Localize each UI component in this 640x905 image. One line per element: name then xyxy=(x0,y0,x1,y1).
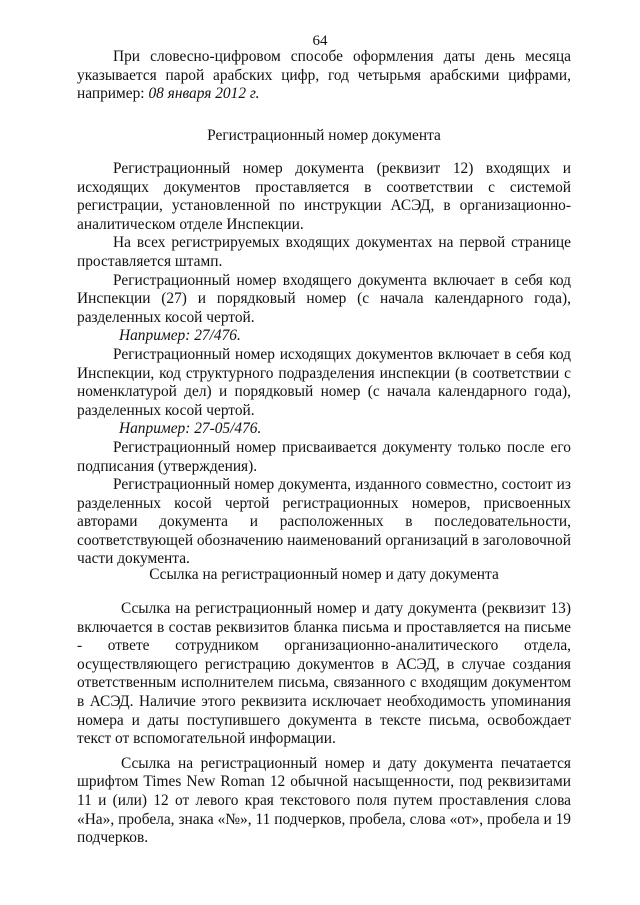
section1-p6: Регистрационный номер документа, изданного совместно, состоит из разделенных косой чертой регистрационных номеров, присвоенных авторами документа и расположенных в последовательности, соответствующей обозначению наименований организаций в заголовочной части документа. xyxy=(77,476,571,568)
intro-example: 08 января 2012 г. xyxy=(148,85,260,103)
section1-example2: Например: 27-05/476. xyxy=(119,420,262,438)
section1-p3: Регистрационный номер входящего документа включает в себя код Инспекции (27) и порядковый номер (с начала календарного года), разделенных косой чертой. xyxy=(77,271,571,326)
intro-block xyxy=(77,48,571,104)
section1-example1: Например: 27/476. xyxy=(119,327,241,345)
intro-paragraph xyxy=(77,48,571,104)
section2-p2: Ссылка на регистрационный номер и дату документа печатается шрифтом Times New Roman 12 обычной насыщенности, под реквизитами 11 и (или) 12 от левого края текстового поля путем проставления слова «На», пробела, знака «№», 11 подчерков, пробела, слова «от», пробела и 19 подчерков. xyxy=(77,754,571,847)
section1-p5: Регистрационный номер присваивается документу только после его подписания (утверждения). xyxy=(77,438,571,475)
section1-title: Регистрационный номер документа xyxy=(207,127,441,144)
section1-p2: На всех регистрируемых входящих документах на первой странице проставляется штамп. xyxy=(77,234,571,270)
page-number: 64 xyxy=(312,33,328,49)
section1-p4: Регистрационный номер исходящих документов включает в себя код Инспекции, код структурного подразделения инспекции (в соответствии с номенклатурой дел) и порядковый номер (с начала календарного года), разделенных косой чертой. xyxy=(77,345,571,419)
section2-title: Ссылка на регистрационный номер и дату документа xyxy=(149,566,499,583)
section1-p1: Регистрационный номер документа (реквизит 12) входящих и исходящих документов проставляется в соответствии с системой регистрации, установленной по инструкции АСЭД, в организационно-аналитическом отделе Инспекции. xyxy=(77,160,571,233)
section2-body xyxy=(77,600,571,848)
section1-body xyxy=(77,160,571,569)
intro-text: При словесно-цифровом способе оформления даты день месяца указывается парой арабских цифр, год четырьмя арабскими цифрами, например: xyxy=(77,48,571,103)
section2-p1: Ссылка на регистрационный номер и дату документа (реквизит 13) включается в состав реквизитов бланка письма и проставляется на письме - ответе сотрудником организационно-аналитического отдела, осуществляющего регистрацию документов в АСЭД, в случае создания ответственным исполнителем письма, связанного с входящим документом в АСЭД. Наличие этого реквизита исключает необходимость упоминания номера и даты поступившего документа в тексте письма, освобождает текст от вспомогательной информации. xyxy=(77,600,571,748)
